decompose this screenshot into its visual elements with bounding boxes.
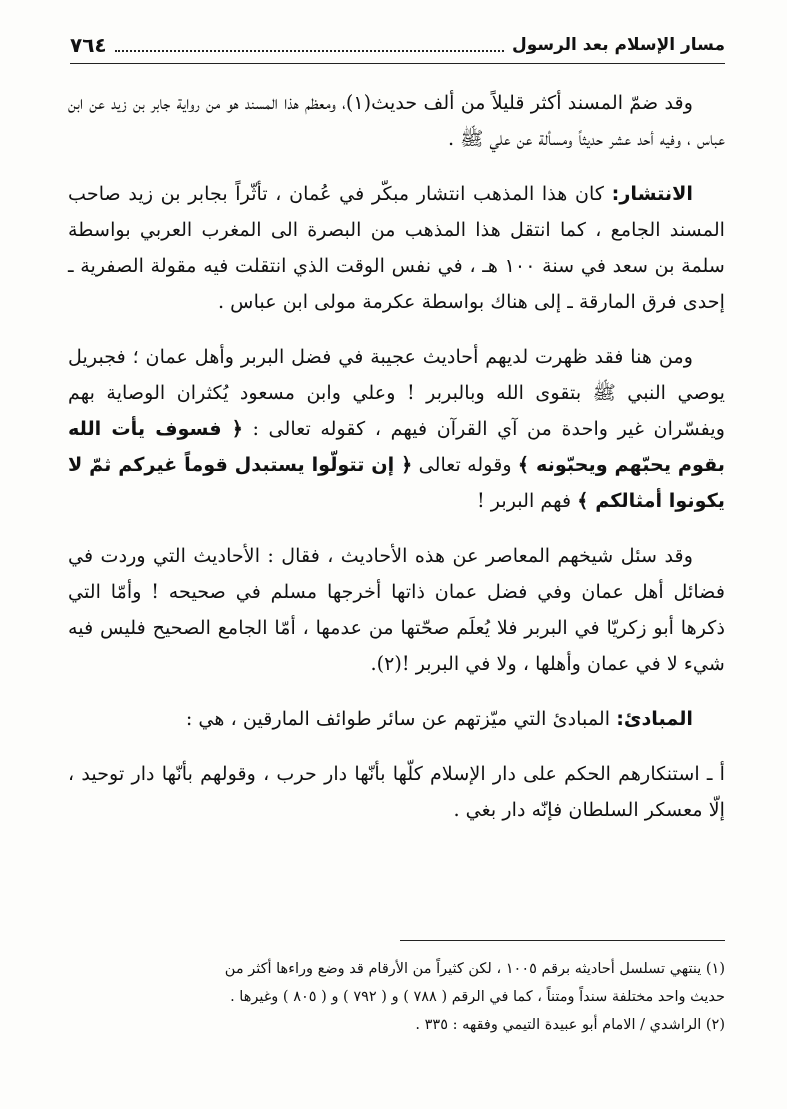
paragraph-spread xyxy=(68,176,725,320)
paragraph-sheikh: وقد سئل شيخهم المعاصر عن هذه الأحاديث ، فقال : الأحاديث التي وردت في فضائل أهل عمان وفي فضل عمان ذاتها أخرجها مسلم في صحيحه ! وأمّا التي ذكرها أبو زكريّا في البربر فلا يُعلَم صحّتها من عدمها ، أمّا الجامع الصحيح فليس فيه شيء لا في عمان وأهلها ، ولا في البربر !(٢). xyxy=(68,544,725,675)
quran-verse-1: ﴿ فسوف يأت الله بقوم يحبّهم ويحبّونه ﴾ xyxy=(68,417,725,476)
paragraph-principles xyxy=(68,701,725,737)
main-text xyxy=(68,85,725,847)
header-rule xyxy=(70,63,725,64)
footnote-1-line-1: (١) ينتهي تسلسل أحاديثه برقم ١٠٠٥ ، لكن كثيراً من الأرقام قد وضع وراءها أكثر من xyxy=(224,961,725,977)
paragraph-hadiths-conclusion: فهم البربر ! xyxy=(476,489,572,512)
page-number: ٧٦٤ xyxy=(70,33,107,57)
running-title: مسار الإسلام بعد الرسول xyxy=(511,35,725,55)
paragraph-hadiths xyxy=(68,339,725,519)
paragraph-musnad: وقد ضمّ المسند أكثر قليلاً من ألف حديث(١)، ومعظم هذا المسند هو من رواية جابر بن زيد عن ابن عباس ، وفيه أحد عشر حديثاً ومسألة عن علي ﷺ . xyxy=(68,91,725,150)
section-label-principles: المبادئ: xyxy=(616,707,693,730)
quran-verse-2: ﴿ إن تتولّوا يستبدل قوماً غيركم ثمّ لا يكونوا أمثالكم ﴾ xyxy=(68,453,725,512)
paragraph-hadiths-connector: وقوله تعالى xyxy=(418,453,512,476)
footnote-rule xyxy=(400,940,725,941)
running-header xyxy=(70,30,725,60)
footnote-2: (٢) الراشدي / الامام أبو عبيدة التيمي وفقهه : ٣٣٥ . xyxy=(415,1017,725,1033)
footnotes xyxy=(70,955,725,1039)
paragraph-hadiths-intro: ومن هنا فقد ظهرت لديهم أحاديث عجيبة في فضل البربر وأهل عمان ؛ فجبريل يوصي النبي ﷺ بتقوى الله وبالبربر ! وعلي وابن مسعود يُكثران الوصاية بهم ويفسّران غير واحدة من آي القرآن فيهم ، كقوله تعالى : xyxy=(68,345,725,440)
paragraph-spread-text: كان هذا المذهب انتشار مبكّر في عُمان ، تأثّراً بجابر بن زيد صاحب المسند الجامع ، كما انتقل هذا المذهب من البصرة الى المغرب العربي بواسطة سلمة بن سعد في سنة ١٠٠ هـ ، في نفس الوقت الذي انتقلت فيه مقولة الصفرية ـ إحدى فرق المارقة ـ إلى هناك بواسطة عكرمة مولى ابن عباس . xyxy=(68,182,725,313)
section-label-spread: الانتشار: xyxy=(611,182,693,205)
paragraph-principles-text: المبادئ التي ميّزتهم عن سائر طوائف المارقين ، هي : xyxy=(185,707,611,730)
footnote-1-line-2: حديث واحد مختلفة سنداً ومتناً ، كما في الرقم ( ٧٨٨ ) و ( ٧٩٢ ) و ( ٨٠٥ ) وغيرها . xyxy=(230,989,725,1005)
header-dot-leader xyxy=(115,38,504,52)
principle-item-a: أ ـ استنكارهم الحكم على دار الإسلام كلّها بأنّها دار حرب ، وقولهم بأنّها دار توحيد ، إلّا معسكر السلطان فإنّه دار بغي . xyxy=(68,762,725,821)
